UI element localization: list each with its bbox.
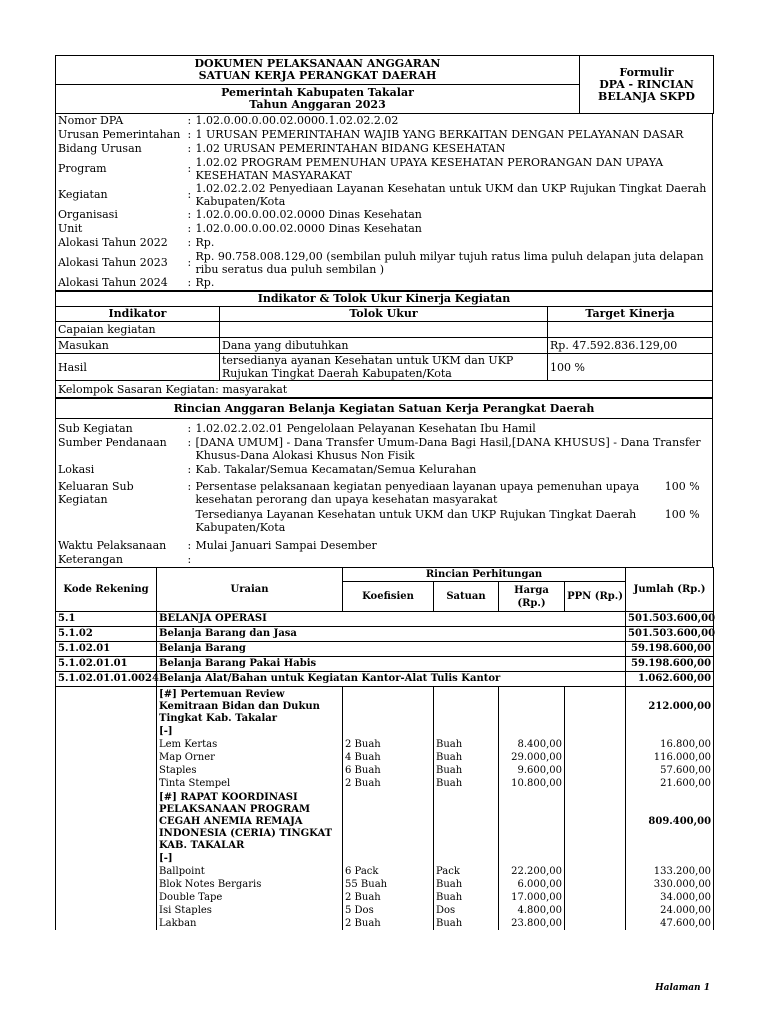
info-row: Alokasi Tahun 2024 : Rp. — [56, 276, 713, 291]
account-code: 5.1.02.01.01 — [56, 657, 157, 672]
lokasi-value: Kab. Takalar/Semua Kecamatan/Semua Kelurahan — [195, 463, 477, 476]
keluaran-item-2-value: 100 % — [664, 508, 700, 521]
form-name-cell — [580, 56, 714, 114]
info-label: Nomor DPA — [58, 114, 124, 127]
waktu-label: Waktu Pelaksanaan — [58, 539, 167, 552]
account-code: 5.1.02.01.01.0024 — [56, 672, 157, 687]
item-name: Ballpoint — [157, 865, 343, 878]
item-koefisien: 6 Buah — [343, 764, 434, 777]
item-name: Tinta Stempel — [157, 777, 343, 790]
header-table — [55, 55, 714, 114]
group-sub-label: [-] — [157, 725, 343, 738]
info-value: 1 URUSAN PEMERINTAHAN WAJIB YANG BERKAITAN DENGAN PELAYANAN DASAR — [195, 128, 684, 141]
keterangan-value — [194, 553, 713, 567]
item-satuan: Buah — [434, 878, 499, 891]
item-harga: 9.600,00 — [499, 764, 565, 777]
info-value: 1.02.02 PROGRAM PEMENUHAN UPAYA KESEHATAN PERORANGAN DAN UPAYA KESEHATAN MASYARAKAT — [195, 156, 664, 182]
info-label: Alokasi Tahun 2022 — [58, 236, 168, 249]
item-jumlah: 16.800,00 — [626, 738, 714, 751]
info-label: Unit — [58, 222, 83, 235]
item-koefisien: 2 Buah — [343, 777, 434, 790]
info-row: Alokasi Tahun 2023 : Rp. 90.758.008.129,00 (sembilan puluh milyar tujuh ratus lima puluh delapan juta delapan ribu seratus dua puluh sembilan ) — [56, 250, 713, 276]
doc-title-cell — [56, 56, 580, 85]
account-name: Belanja Barang — [157, 642, 626, 657]
item-satuan: Buah — [434, 917, 499, 930]
item-koefisien: 2 Buah — [343, 738, 434, 751]
indikator-row — [56, 338, 713, 354]
col-kode-rekening: Kode Rekening — [56, 568, 157, 612]
form-name-line1: DPA - RINCIAN — [599, 77, 694, 91]
item-row — [56, 777, 714, 790]
item-jumlah: 57.600,00 — [626, 764, 714, 777]
item-koefisien: 2 Buah — [343, 891, 434, 904]
indikator-name: Hasil — [56, 354, 220, 381]
document-page — [55, 55, 716, 930]
indikator-row — [56, 322, 713, 338]
item-satuan: Dos — [434, 904, 499, 917]
info-table — [55, 114, 713, 291]
col-satuan: Satuan — [434, 582, 499, 612]
rincian-info-table: Rincian Anggaran Belanja Kegiatan Satuan Kerja Perangkat Daerah Sub Kegiatan : 1.02.02.2.02.01 Pengelolaan Pelayanan Kesehatan Ibu Hamil Sumber Pendanaan : [DANA UMUM] - Dana Transfer Umum-Dana Bagi Hasil,[DANA KHUSUS] - Dana Transfer Khusus-Dana Alokasi Khusus Non Fisik Lokasi : Kab. Takalar/Semua Kecamatan/Semua Kelurahan Keluaran Sub Kegiatan : Persentase pelaksanaan kegiatan penyediaan layanan upaya pemenuhan upaya kesehatan perorang dan upaya kesehatan masyarakat 100 % Tersedianya Layanan Kesehatan untuk UKM dan UKP Rujukan Tingkat Daerah Kabupaten/Kota 100 % Waktu Pelaksanaan : Mulai Januari Sampai Desember Keterangan : — [55, 398, 713, 567]
keluaran-item-1-text: Persentase pelaksanaan kegiatan penyediaan layanan upaya pemenuhan upaya kesehatan perorang dan upaya kesehatan masyarakat — [195, 480, 640, 506]
account-name: Belanja Alat/Bahan untuk Kegiatan Kantor-Alat Tulis Kantor — [157, 672, 626, 687]
info-label: Program — [58, 162, 107, 175]
item-row — [56, 738, 714, 751]
info-label: Bidang Urusan — [58, 142, 142, 155]
item-harga: 22.200,00 — [499, 865, 565, 878]
pemda-cell — [56, 85, 580, 114]
col-uraian: Uraian — [157, 568, 343, 612]
indikator-name: Masukan — [56, 338, 220, 354]
item-harga: 23.800,00 — [499, 917, 565, 930]
target-kinerja: 100 % — [548, 354, 713, 381]
pemda-name: Pemerintah Kabupaten Takalar — [221, 86, 414, 99]
item-koefisien: 5 Dos — [343, 904, 434, 917]
item-jumlah: 330.000,00 — [626, 878, 714, 891]
info-row: Organisasi : 1.02.0.00.0.00.02.0000 Dinas Kesehatan — [56, 208, 713, 222]
account-name: Belanja Barang Pakai Habis — [157, 657, 626, 672]
col-rincian-perhitungan: Rincian Perhitungan — [343, 568, 626, 582]
item-harga: 6.000,00 — [499, 878, 565, 891]
kelompok-sasaran: Kelompok Sasaran Kegiatan: masyarakat — [56, 381, 713, 398]
info-value: Rp. — [195, 236, 215, 249]
sub-kegiatan-label: Sub Kegiatan — [58, 422, 133, 435]
info-value: 1.02.0.00.0.00.02.0000.1.02.02.2.02 — [195, 114, 399, 127]
keluaran-item-2-text: Tersedianya Layanan Kesehatan untuk UKM dan UKP Rujukan Tingkat Daerah Kabupaten/Kota — [195, 508, 637, 534]
doc-title-line2: SATUAN KERJA PERANGKAT DAERAH — [198, 69, 437, 82]
item-harga: 17.000,00 — [499, 891, 565, 904]
item-koefisien: 4 Buah — [343, 751, 434, 764]
item-row — [56, 904, 714, 917]
info-value: 1.02.02.2.02 Penyediaan Layanan Kesehatan untuk UKM dan UKP Rujukan Tingkat Daerah Kabupaten/Kota — [195, 182, 707, 208]
group-title: [#] Pertemuan Review Kemitraan Bidan dan Dukun Tingkat Kab. Takalar — [157, 687, 343, 726]
item-harga: 10.800,00 — [499, 777, 565, 790]
group-header-row — [56, 790, 714, 852]
info-row: Unit : 1.02.0.00.0.00.02.0000 Dinas Kesehatan — [56, 222, 713, 236]
info-row: Alokasi Tahun 2022 : Rp. — [56, 236, 713, 250]
item-name: Blok Notes Bergaris — [157, 878, 343, 891]
item-jumlah: 21.600,00 — [626, 777, 714, 790]
account-name: Belanja Barang dan Jasa — [157, 627, 626, 642]
item-jumlah: 116.000,00 — [626, 751, 714, 764]
account-total: 1.062.600,00 — [626, 672, 714, 687]
item-name: Isi Staples — [157, 904, 343, 917]
group-header-row — [56, 687, 714, 726]
item-name: Staples — [157, 764, 343, 777]
item-row — [56, 865, 714, 878]
info-label: Organisasi — [58, 208, 118, 221]
info-label: Kegiatan — [58, 188, 108, 201]
item-satuan: Buah — [434, 891, 499, 904]
sumber-label: Sumber Pendanaan — [58, 436, 167, 449]
item-jumlah: 34.000,00 — [626, 891, 714, 904]
item-satuan: Buah — [434, 764, 499, 777]
item-harga: 8.400,00 — [499, 738, 565, 751]
group-sub-row — [56, 852, 714, 865]
info-label: Alokasi Tahun 2024 — [58, 276, 168, 289]
item-row — [56, 891, 714, 904]
item-ppn — [565, 764, 626, 777]
indikator-name: Capaian kegiatan — [56, 322, 220, 338]
tolok-ukur: Dana yang dibutuhkan — [220, 338, 548, 354]
item-jumlah: 24.000,00 — [626, 904, 714, 917]
account-row — [56, 672, 714, 687]
account-total: 59.198.600,00 — [626, 642, 714, 657]
account-row — [56, 642, 714, 657]
account-code: 5.1 — [56, 612, 157, 627]
col-ppn: PPN (Rp.) — [565, 582, 626, 612]
indikator-row — [56, 354, 713, 381]
account-code: 5.1.02 — [56, 627, 157, 642]
item-name: Map Orner — [157, 751, 343, 764]
info-value: Rp. — [195, 276, 215, 289]
item-row — [56, 878, 714, 891]
item-jumlah: 133.200,00 — [626, 865, 714, 878]
info-label: Alokasi Tahun 2023 — [58, 256, 168, 269]
group-title: [#] RAPAT KOORDINASI PELAKSANAAN PROGRAM CEGAH ANEMIA REMAJA INDONESIA (CERIA) TINGKAT KAB. TAKALAR — [157, 790, 343, 852]
form-label: Formulir — [619, 65, 674, 79]
item-ppn — [565, 917, 626, 930]
item-harga: 29.000,00 — [499, 751, 565, 764]
item-ppn — [565, 891, 626, 904]
group-total: 809.400,00 — [626, 790, 714, 852]
budget-table — [55, 567, 714, 930]
item-row — [56, 764, 714, 777]
col-indikator: Indikator — [56, 307, 220, 322]
item-satuan: Buah — [434, 738, 499, 751]
indikator-section-title: Indikator & Tolok Ukur Kinerja Kegiatan — [56, 292, 713, 307]
item-ppn — [565, 777, 626, 790]
info-value: 1.02 URUSAN PEMERINTAHAN BIDANG KESEHATAN — [195, 142, 506, 155]
target-kinerja — [548, 322, 713, 338]
account-name: BELANJA OPERASI — [157, 612, 626, 627]
item-ppn — [565, 865, 626, 878]
account-row — [56, 612, 714, 627]
info-row: Bidang Urusan : 1.02 URUSAN PEMERINTAHAN BIDANG KESEHATAN — [56, 142, 713, 156]
account-total: 59.198.600,00 — [626, 657, 714, 672]
rincian-section-title: Rincian Anggaran Belanja Kegiatan Satuan Kerja Perangkat Daerah — [56, 399, 713, 419]
lokasi-label: Lokasi — [58, 463, 95, 476]
account-row — [56, 627, 714, 642]
info-row: Kegiatan : 1.02.02.2.02 Penyediaan Layanan Kesehatan untuk UKM dan UKP Rujukan Tingkat Daerah Kabupaten/Kota — [56, 182, 713, 208]
item-name: Lakban — [157, 917, 343, 930]
account-total: 501.503.600,00 — [626, 627, 714, 642]
item-name: Lem Kertas — [157, 738, 343, 751]
fiscal-year: Tahun Anggaran 2023 — [249, 98, 386, 111]
keluaran-item-1-value: 100 % — [664, 480, 700, 493]
keterangan-label: Keterangan — [58, 553, 123, 566]
target-kinerja: Rp. 47.592.836.129,00 — [548, 338, 713, 354]
account-code: 5.1.02.01 — [56, 642, 157, 657]
info-row: Nomor DPA : 1.02.0.00.0.00.02.0000.1.02.02.2.02 — [56, 114, 713, 128]
col-jumlah: Jumlah (Rp.) — [626, 568, 714, 612]
sumber-value: [DANA UMUM] - Dana Transfer Umum-Dana Bagi Hasil,[DANA KHUSUS] - Dana Transfer Khusus-Dana Alokasi Khusus Non Fisik — [195, 436, 701, 462]
col-koefisien: Koefisien — [343, 582, 434, 612]
item-satuan: Buah — [434, 751, 499, 764]
info-value: 1.02.0.00.0.00.02.0000 Dinas Kesehatan — [195, 208, 422, 221]
info-value: 1.02.0.00.0.00.02.0000 Dinas Kesehatan — [195, 222, 422, 235]
sub-kegiatan-value: 1.02.02.2.02.01 Pengelolaan Pelayanan Kesehatan Ibu Hamil — [195, 422, 536, 435]
page-number: Halaman 1 — [655, 983, 710, 993]
item-harga: 4.800,00 — [499, 904, 565, 917]
item-row — [56, 917, 714, 930]
item-satuan: Buah — [434, 777, 499, 790]
account-row — [56, 657, 714, 672]
group-sub-label: [-] — [157, 852, 343, 865]
col-harga: Harga (Rp.) — [499, 582, 565, 612]
item-ppn — [565, 878, 626, 891]
col-target-kinerja: Target Kinerja — [548, 307, 713, 322]
group-sub-row — [56, 725, 714, 738]
item-row — [56, 751, 714, 764]
item-ppn — [565, 738, 626, 751]
waktu-value: Mulai Januari Sampai Desember — [195, 539, 377, 552]
form-name-line2: BELANJA SKPD — [598, 89, 695, 103]
keluaran-label: Keluaran Sub Kegiatan — [58, 480, 134, 506]
info-value: Rp. 90.758.008.129,00 (sembilan puluh milyar tujuh ratus lima puluh delapan juta delapan ribu seratus dua puluh sembilan ) — [195, 250, 704, 276]
group-total: 212.000,00 — [626, 687, 714, 726]
item-name: Double Tape — [157, 891, 343, 904]
item-jumlah: 47.600,00 — [626, 917, 714, 930]
item-koefisien: 55 Buah — [343, 878, 434, 891]
tolok-ukur — [220, 322, 548, 338]
item-ppn — [565, 751, 626, 764]
item-koefisien: 6 Pack — [343, 865, 434, 878]
info-row: Urusan Pemerintahan : 1 URUSAN PEMERINTAHAN WAJIB YANG BERKAITAN DENGAN PELAYANAN DASAR — [56, 128, 713, 142]
tolok-ukur: tersedianya ayanan Kesehatan untuk UKM dan UKP Rujukan Tingkat Daerah Kabupaten/Kota — [220, 354, 548, 381]
info-label: Urusan Pemerintahan — [58, 128, 181, 141]
item-satuan: Pack — [434, 865, 499, 878]
col-tolok-ukur: Tolok Ukur — [220, 307, 548, 322]
doc-title-line1: DOKUMEN PELAKSANAAN ANGGARAN — [194, 57, 441, 70]
indikator-table — [55, 291, 713, 398]
account-total: 501.503.600,00 — [626, 612, 714, 627]
item-ppn — [565, 904, 626, 917]
info-row: Program : 1.02.02 PROGRAM PEMENUHAN UPAYA KESEHATAN PERORANGAN DAN UPAYA KESEHATAN MASYARAKAT — [56, 156, 713, 182]
item-koefisien: 2 Buah — [343, 917, 434, 930]
